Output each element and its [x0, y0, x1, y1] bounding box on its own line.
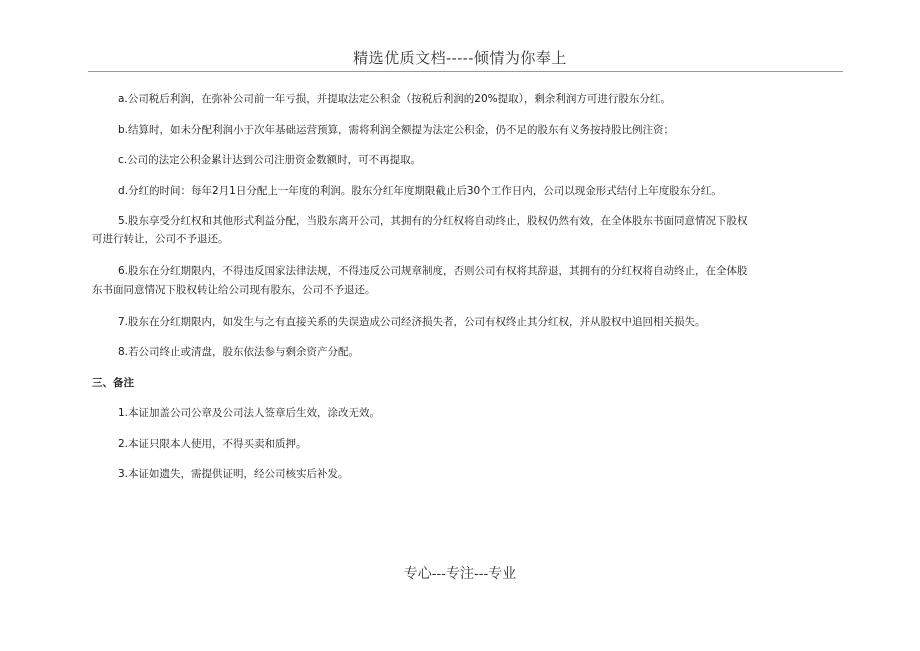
clause-5-line-2: 可进行转让，公司不予退还。 [92, 233, 229, 245]
page-footer: 专心---专注---专业 [403, 566, 517, 582]
remark-3: 3.本证如遗失，需提供证明，经公司核实后补发。 [118, 468, 349, 480]
clause-7: 7.股东在分红期限内，如发生与之有直接关系的失误造成公司经济损失者，公司有权终止其分红权，并从股权中追回相关损失。 [118, 316, 706, 328]
clause-5-line-1: 5.股东享受分红权和其他形式利益分配，当股东离开公司，其拥有的分红权将自动终止，股权仍然有效，在全体股东书面同意情况下股权 [118, 215, 748, 227]
clause-6-line-2: 东书面同意情况下股权转让给公司现有股东，公司不予退还。 [92, 284, 376, 296]
clause-a: a.公司税后利润，在弥补公司前一年亏损，并提取法定公积金（按税后利润的20%提取），剩余利润方可进行股东分红。 [118, 93, 671, 105]
section-title-remarks: 三、备注 [92, 377, 134, 389]
page-header: 精选优质文档-----倾情为你奉上 [353, 49, 567, 67]
clause-b: b.结算时，如未分配利润小于次年基础运营预算，需将利润全额提为法定公积金，仍不足的股东有义务按持股比例注资； [118, 124, 675, 136]
remark-2: 2.本证只限本人使用，不得买卖和质押。 [118, 438, 307, 450]
remark-1: 1.本证加盖公司公章及公司法人签章后生效，涂改无效。 [118, 407, 381, 419]
clause-c: c.公司的法定公积金累计达到公司注册资金数额时，可不再提取。 [118, 154, 422, 166]
clause-8: 8.若公司终止或清盘，股东依法参与剩余资产分配。 [118, 346, 360, 358]
clause-6-line-1: 6.股东在分红期限内，不得违反国家法律法规，不得违反公司规章制度，否则公司有权将其辞退，其拥有的分红权将自动终止，在全体股 [118, 265, 748, 277]
clause-d: d.分红的时间：每年2月1日分配上一年度的利润。股东分红年度期限截止后30个工作日内，公司以现金形式结付上年度股东分红。 [118, 185, 722, 197]
